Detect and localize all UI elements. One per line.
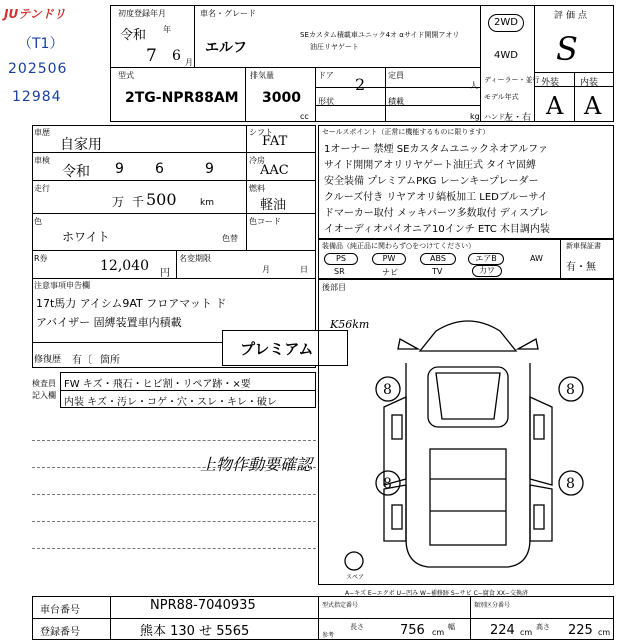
notes-label: 注意事項申告欄 [34,281,90,290]
chassis-label: 車台番号 [40,605,80,616]
rear-seat-label: 後部目 [322,283,346,292]
inspection-era: 令和 [62,164,90,180]
registration-year: 7 [146,46,157,66]
tyre-mark-rl: 8 [383,476,392,492]
mileage-unit: km [200,198,214,208]
registration-era: 令和 [120,28,147,43]
equipment-label: 装備品（純正品に関わらず○をつけてください） [322,242,476,250]
car-label: 車名・グレード [200,9,256,18]
dealer-label: ディーラー・並行 [484,76,540,84]
aircon-label: 冷房 [249,156,265,165]
brand-logo-text: JUテンドリ [4,7,66,21]
equip-aw: AW [530,254,543,263]
vehicle-diagram [318,279,614,585]
length-label: 長さ [350,623,364,631]
auto-tax-label: 名変期限 [179,254,211,263]
chassis-value: NPR88-7040935 [150,598,256,613]
evaluation-label: 評価点 [554,11,591,21]
load-unit: kg [470,112,480,121]
sales-line-3: 安全装備 プレミアムPKG レーンキープレーダー [324,176,539,187]
sales-line-1: 1オーナー 禁煙 SEカスタムユニックネオアルファ [324,144,548,155]
tyre-mark-fl: 8 [383,382,392,398]
interior-grade: A [584,92,602,120]
notes-line2: アバイザー 固縛装置車内積載 [36,316,182,329]
equip-sr: SR [334,267,345,276]
interior-label: 内装 [580,78,599,88]
spare-label: スペア [346,574,365,581]
equip-pw: PW [372,253,406,265]
usage-value: 自家用 [60,137,102,153]
drive-2wd: 2WD [488,14,524,32]
mileage-label: 走行 [34,184,50,193]
plate-value: 熊本 130 せ 5565 [140,624,250,639]
displacement-label: 排気量 [250,71,274,80]
inspector-label-1: 検査員 [32,379,56,388]
tyre-mark-fr: 8 [566,382,575,398]
model-value: 2TG-NPR88AM [125,90,239,106]
inspector-row-2: 内装 キズ・汚レ・コゲ・穴・スレ・キレ・破レ [64,397,277,408]
car-grade-line1: SEカスタム積載車ユニック4オ αサイド開開アオリ [300,31,460,39]
sales-points-label: セールスポイント（正常に機能するものに限ります） [322,128,490,136]
handwritten-k: K56km [330,318,370,331]
shape-label: 形状 [318,97,334,106]
sales-line-6: イオーディオパイオニア10インチ ETC 木目調内装 [324,224,550,235]
capacity-unit: 人 [470,81,478,90]
inspection-year: 9 [115,161,124,177]
sales-line-4: クルーズ付き リヤアオリ縞板加工 LEDブルーサイ [324,192,548,203]
registration-month: 6 [172,48,181,64]
color-value: ホワイト [62,230,110,244]
model-year-label: モデル年式 [484,93,519,101]
width-unit: cm [520,628,533,637]
recycle-unit: 円 [160,268,170,279]
notes-line1: 17t馬力 アイシム9AT フロアマット ド [36,297,227,310]
repair-value: 有〔 [72,355,92,366]
capacity-label: 定員 [388,71,404,80]
side-code-1: （T1） [18,36,64,52]
new-car-warranty-value: 有・無 [566,262,596,273]
handle-value: 左・右 [504,113,532,123]
reference-label: 参考 [322,632,335,639]
height-label: 高さ [536,623,550,631]
width-value: 224 [490,623,515,638]
drive-4wd: 4WD [494,50,518,61]
repair-suffix: 箇所 [100,355,120,366]
registration-year-mark: 年 [163,25,171,34]
mileage-man: 万 [112,195,125,209]
usage-label: 車歴 [34,128,50,137]
recycle-value: 12,040 [100,258,149,274]
equip-tv: TV [432,267,443,276]
equip-ps: PS [324,253,358,265]
mileage-value: 500 [146,190,177,209]
door-label: ドア [318,71,334,80]
load-label: 積載 [388,97,404,106]
car-name: エルフ [205,40,247,56]
height-unit: cm [598,628,611,637]
exterior-grade: A [546,92,564,120]
equip-airbag: エアB [468,253,504,265]
evaluation-score: S [556,30,578,68]
legend: A−キズ E−エクボ U−凹み W−補修跡 S−サビ C−腐食 XX−交換済 [345,590,528,597]
equip-abs: ABS [420,253,456,265]
inspection-day: 9 [205,161,214,177]
side-code-3: 12984 [12,89,62,105]
equip-navi: ナビ [382,268,398,277]
inspection-label: 車検 [34,156,50,165]
height-value: 225 [568,623,593,638]
color-label: 色 [34,217,42,226]
handwritten-note: 上物作動要確認 [200,455,313,474]
displacement-unit: cc [300,112,309,121]
maker-code-label: 型式指定番号 [322,602,359,609]
length-unit: cm [432,628,445,637]
shift-label: シフト [249,128,273,137]
auto-tax-day: 日 [300,265,308,274]
brand-logo [4,3,88,25]
inspector-row-1: FW キズ・飛石・ヒビ割・リペア跡・×要 [64,379,251,390]
new-car-warranty-label: 新車保証書 [566,242,601,250]
tyre-mark-rr: 8 [566,476,575,492]
mileage-sen: 千 [132,195,145,209]
equip-kawa: 力ワ [472,265,502,277]
exterior-label: 外装 [541,78,560,88]
fuel-value: 軽油 [260,198,287,213]
registration-month-unit: 月 [185,58,193,67]
handle-label: ハンドル [484,113,512,121]
car-grade-line2: 油圧リヤゲート [310,43,359,51]
displacement-value: 3000 [262,90,301,106]
width-label: 幅 [448,623,455,631]
color-code-label: 色コード [249,217,281,226]
premium-stamp-text: プレミアム [240,340,314,358]
plate-label: 登録番号 [40,627,80,638]
sales-line-2: サイド開開アオリリヤゲート油圧式 タイヤ固縛 [324,160,536,171]
inspector-label-2: 記入欄 [32,391,56,400]
shift-value: FAT [262,134,288,149]
inspection-month: 6 [155,161,164,177]
class-code-label: 類別区分番号 [474,602,511,609]
aircon-value: AAC [260,163,289,178]
recycle-label: R券 [34,254,48,263]
sales-line-5: ドマーカー取付 メッキパーツ多数取付 ディスプレ [324,208,549,219]
color-change-label: 色替 [222,234,238,243]
repair-label: 修復歴 [34,355,62,365]
length-value: 756 [400,623,425,638]
fuel-label: 燃料 [249,184,265,193]
side-code-2: 202506 [8,61,68,77]
door-value: 2 [355,75,366,94]
registration-label: 初度登録年月 [118,9,166,18]
model-label: 型式 [118,71,134,80]
auto-tax-month: 月 [262,265,270,274]
